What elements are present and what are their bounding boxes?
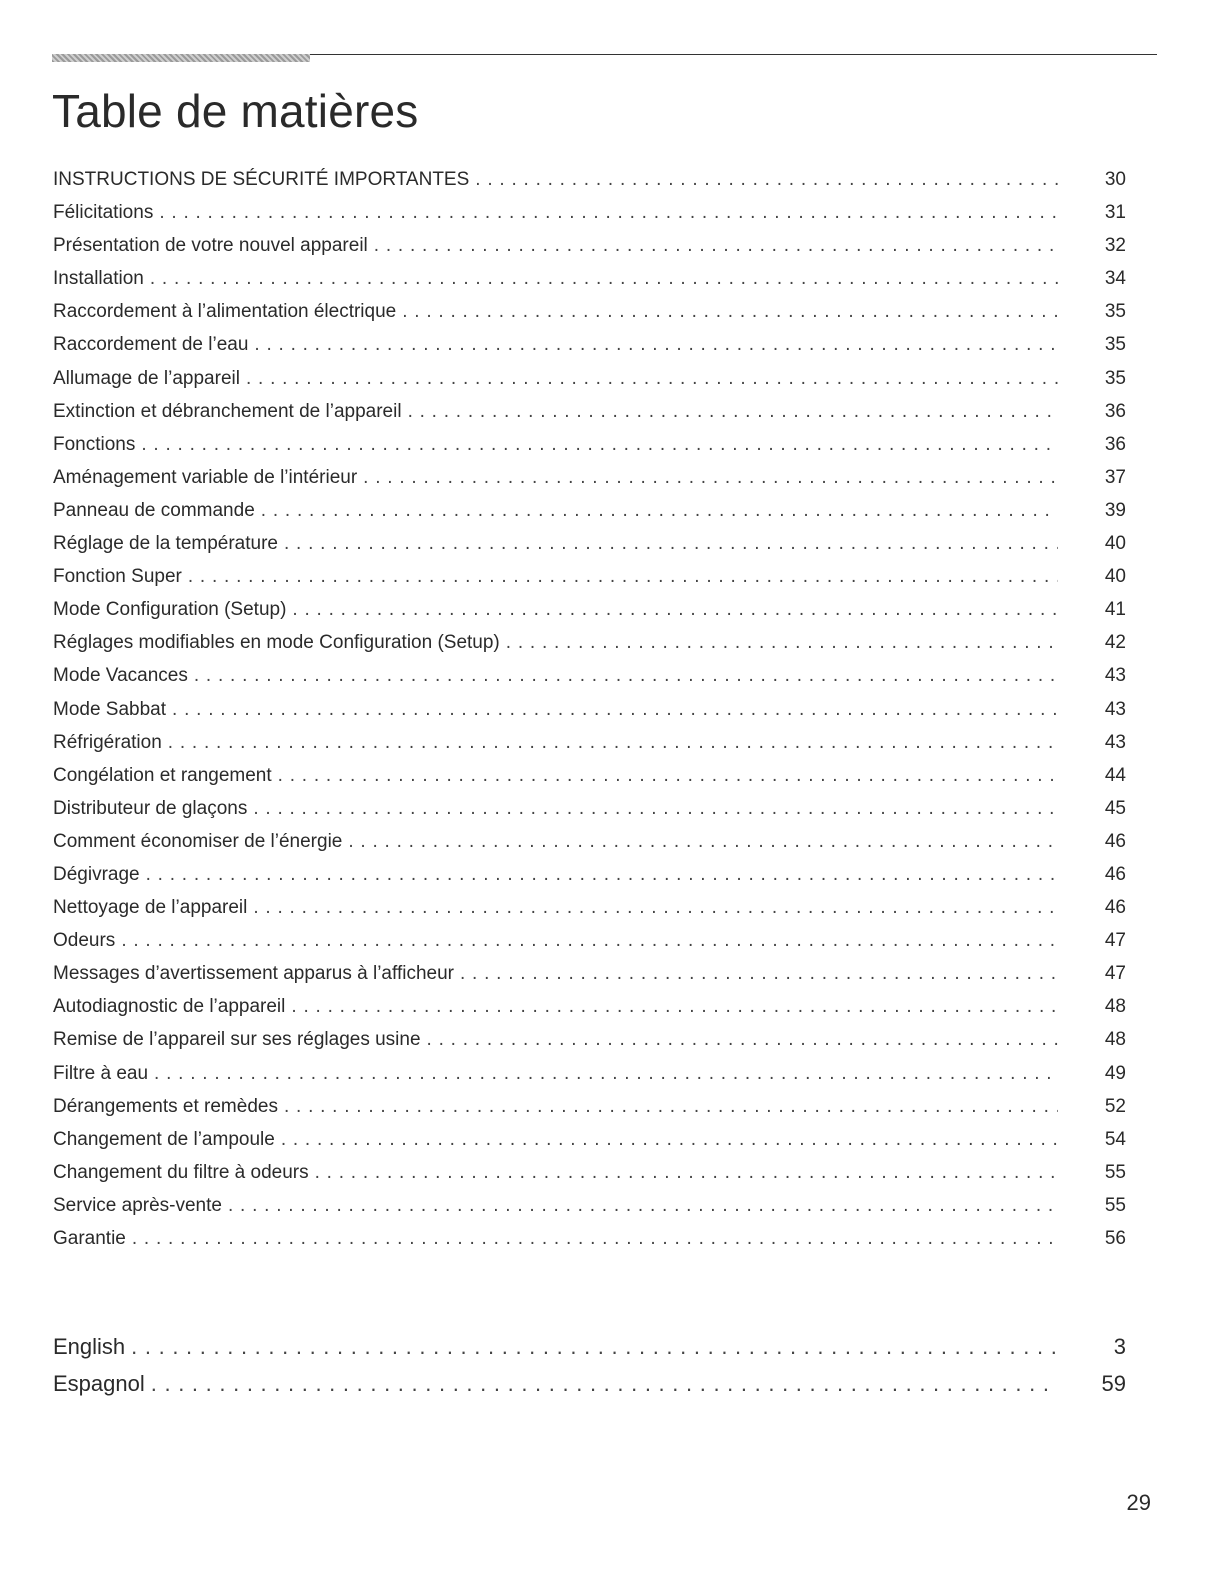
toc-entry-title: Service après-vente [53, 1194, 222, 1216]
toc-entry[interactable] [53, 328, 1126, 361]
toc-entry[interactable] [53, 1123, 1126, 1156]
toc-entry-page: 40 [1104, 533, 1126, 555]
dot-leader [246, 362, 1058, 395]
toc-entry-page: 39 [1104, 499, 1126, 521]
toc-entry-page: 48 [1104, 1029, 1126, 1051]
toc-entry-page: 49 [1104, 1062, 1126, 1084]
toc-entry-page: 56 [1104, 1228, 1126, 1249]
dot-leader [254, 328, 1058, 361]
dot-leader [291, 990, 1058, 1023]
dot-leader [315, 1156, 1058, 1189]
dot-leader [408, 395, 1058, 428]
toc-entry-title: Changement de l’ampoule [53, 1128, 275, 1150]
dot-leader [278, 759, 1058, 792]
dot-leader [374, 229, 1058, 262]
toc-entry-title: Raccordement à l’alimentation électrique [53, 301, 397, 323]
toc-entry-page: 3 [1113, 1334, 1126, 1359]
dot-leader [363, 461, 1058, 494]
toc-entry-title: Installation [53, 268, 144, 290]
toc-entry-page: 32 [1104, 235, 1126, 257]
toc-entry-page: 46 [1104, 863, 1126, 885]
toc-entry-title: Aménagement variable de l’intérieur [53, 466, 358, 488]
toc-entry-title: Mode Sabbat [53, 698, 167, 720]
toc-entry-page: 36 [1104, 433, 1126, 455]
toc-entry-title: Congélation et rangement [53, 764, 272, 786]
toc-entry[interactable] [53, 957, 1126, 990]
toc-entry[interactable] [53, 626, 1126, 659]
toc-entry-page: 43 [1104, 698, 1126, 720]
toc-entry-page: 34 [1104, 268, 1126, 290]
toc-entry-page: 30 [1104, 169, 1126, 190]
toc-entry[interactable] [53, 891, 1126, 924]
toc-entry-page: 37 [1104, 466, 1126, 488]
table-of-contents [53, 163, 1126, 1255]
toc-entry-title: Félicitations [53, 202, 154, 224]
dot-leader [146, 858, 1058, 891]
toc-entry-page: 43 [1104, 665, 1126, 687]
dot-leader [159, 196, 1058, 229]
toc-entry-page: 48 [1104, 996, 1126, 1018]
toc-entry-title: Fonction Super [53, 566, 182, 588]
toc-entry[interactable] [53, 858, 1126, 891]
toc-entry-title: Allumage de l’appareil [53, 367, 240, 389]
dot-leader [194, 659, 1058, 692]
dot-leader [168, 726, 1058, 759]
toc-entry-page: 44 [1104, 764, 1126, 786]
language-entry[interactable] [53, 1365, 1126, 1402]
toc-entry[interactable] [53, 196, 1126, 229]
toc-entry-page: 35 [1104, 334, 1126, 356]
toc-entry-page: 54 [1104, 1128, 1126, 1150]
dot-leader [261, 494, 1058, 527]
toc-entry-title: INSTRUCTIONS DE SÉCURITÉ IMPORTANTES [53, 169, 470, 190]
toc-entry-title: Garantie [53, 1228, 126, 1249]
dot-leader [150, 262, 1058, 295]
toc-entry-page: 52 [1104, 1095, 1126, 1117]
toc-entry-page: 43 [1104, 731, 1126, 753]
dot-leader [151, 1365, 1058, 1402]
toc-entry[interactable] [53, 593, 1126, 626]
dot-leader [475, 163, 1058, 196]
toc-entry-title: Odeurs [53, 930, 116, 952]
language-sections [53, 1328, 1126, 1402]
dot-leader [228, 1189, 1058, 1222]
dot-leader [427, 1023, 1058, 1056]
toc-entry-page: 40 [1104, 566, 1126, 588]
toc-entry[interactable] [53, 527, 1126, 560]
toc-entry-title: Espagnol [53, 1371, 145, 1396]
header-accent-bar [52, 54, 310, 62]
toc-entry-title: Dérangements et remèdes [53, 1095, 278, 1117]
toc-entry-title: Messages d’avertissement apparus à l’afficheur [53, 963, 454, 985]
toc-entry[interactable] [53, 759, 1126, 792]
dot-leader [281, 1123, 1058, 1156]
dot-leader [121, 924, 1058, 957]
toc-entry-title: Mode Vacances [53, 665, 188, 687]
toc-entry-page: 41 [1104, 599, 1126, 621]
dot-leader [292, 593, 1058, 626]
toc-entry-page: 35 [1104, 301, 1126, 323]
dot-leader [154, 1057, 1058, 1090]
toc-entry-title: Changement du filtre à odeurs [53, 1161, 309, 1183]
toc-entry-page: 46 [1104, 897, 1126, 919]
toc-entry-page: 59 [1101, 1371, 1126, 1396]
toc-entry[interactable] [53, 693, 1126, 726]
toc-entry[interactable] [53, 163, 1126, 196]
dot-leader [253, 792, 1058, 825]
toc-entry[interactable] [53, 362, 1126, 395]
toc-entry-page: 45 [1104, 797, 1126, 819]
toc-entry-title: Dégivrage [53, 863, 140, 885]
toc-entry[interactable] [53, 924, 1126, 957]
toc-entry[interactable] [53, 1090, 1126, 1123]
dot-leader [460, 957, 1058, 990]
toc-entry[interactable] [53, 1057, 1126, 1090]
dot-leader [172, 693, 1058, 726]
toc-entry-page: 36 [1104, 400, 1126, 422]
toc-entry[interactable] [53, 494, 1126, 527]
language-entry[interactable] [53, 1328, 1126, 1365]
toc-entry[interactable] [53, 428, 1126, 461]
dot-leader [348, 825, 1058, 858]
dot-leader [284, 527, 1058, 560]
toc-entry-title: Raccordement de l’eau [53, 334, 249, 356]
toc-entry-title: Extinction et débranchement de l’appareil [53, 400, 402, 422]
toc-entry[interactable] [53, 229, 1126, 262]
toc-entry[interactable] [53, 262, 1126, 295]
toc-entry-title: English [53, 1334, 126, 1359]
toc-entry[interactable] [53, 1156, 1126, 1189]
toc-entry-title: Remise de l’appareil sur ses réglages usine [53, 1029, 421, 1051]
toc-entry-page: 46 [1104, 830, 1126, 852]
toc-entry[interactable] [53, 659, 1126, 692]
dot-leader [284, 1090, 1058, 1123]
dot-leader [131, 1328, 1058, 1365]
toc-entry[interactable] [53, 295, 1126, 328]
toc-entry-title: Comment économiser de l’énergie [53, 830, 343, 852]
toc-entry-page: 55 [1104, 1194, 1126, 1216]
toc-entry-title: Filtre à eau [53, 1062, 149, 1084]
toc-entry[interactable] [53, 825, 1126, 858]
toc-entry-page: 47 [1104, 930, 1126, 952]
toc-entry-page: 35 [1104, 367, 1126, 389]
dot-leader [506, 626, 1058, 659]
dot-leader [253, 891, 1058, 924]
dot-leader [141, 428, 1058, 461]
toc-entry[interactable] [53, 1222, 1126, 1255]
toc-entry-title: Mode Configuration (Setup) [53, 599, 287, 621]
toc-entry-title: Nettoyage de l’appareil [53, 897, 248, 919]
toc-entry-title: Réglages modifiables en mode Configuration (Setup) [53, 632, 500, 654]
toc-entry-page: 55 [1104, 1161, 1126, 1183]
toc-entry[interactable] [53, 1023, 1126, 1056]
toc-entry[interactable] [53, 990, 1126, 1023]
toc-entry[interactable] [53, 726, 1126, 759]
toc-entry-title: Distributeur de glaçons [53, 797, 248, 819]
toc-entry[interactable] [53, 792, 1126, 825]
toc-entry-page: 31 [1104, 202, 1126, 224]
toc-entry[interactable] [53, 560, 1126, 593]
toc-entry[interactable] [53, 1189, 1126, 1222]
dot-leader [402, 295, 1058, 328]
page-title: Table de matières [52, 85, 419, 137]
toc-entry-title: Autodiagnostic de l’appareil [53, 996, 286, 1018]
toc-entry-title: Réglage de la température [53, 533, 278, 555]
toc-entry-title: Panneau de commande [53, 499, 255, 521]
toc-entry-page: 42 [1104, 632, 1126, 654]
dot-leader [132, 1222, 1058, 1255]
toc-entry-title: Présentation de votre nouvel appareil [53, 235, 368, 257]
toc-entry-title: Fonctions [53, 433, 136, 455]
dot-leader [188, 560, 1058, 593]
toc-entry[interactable] [53, 461, 1126, 494]
toc-entry-page: 47 [1104, 963, 1126, 985]
toc-entry-title: Réfrigération [53, 731, 162, 753]
page-number: 29 [1126, 1490, 1151, 1515]
toc-entry[interactable] [53, 395, 1126, 428]
